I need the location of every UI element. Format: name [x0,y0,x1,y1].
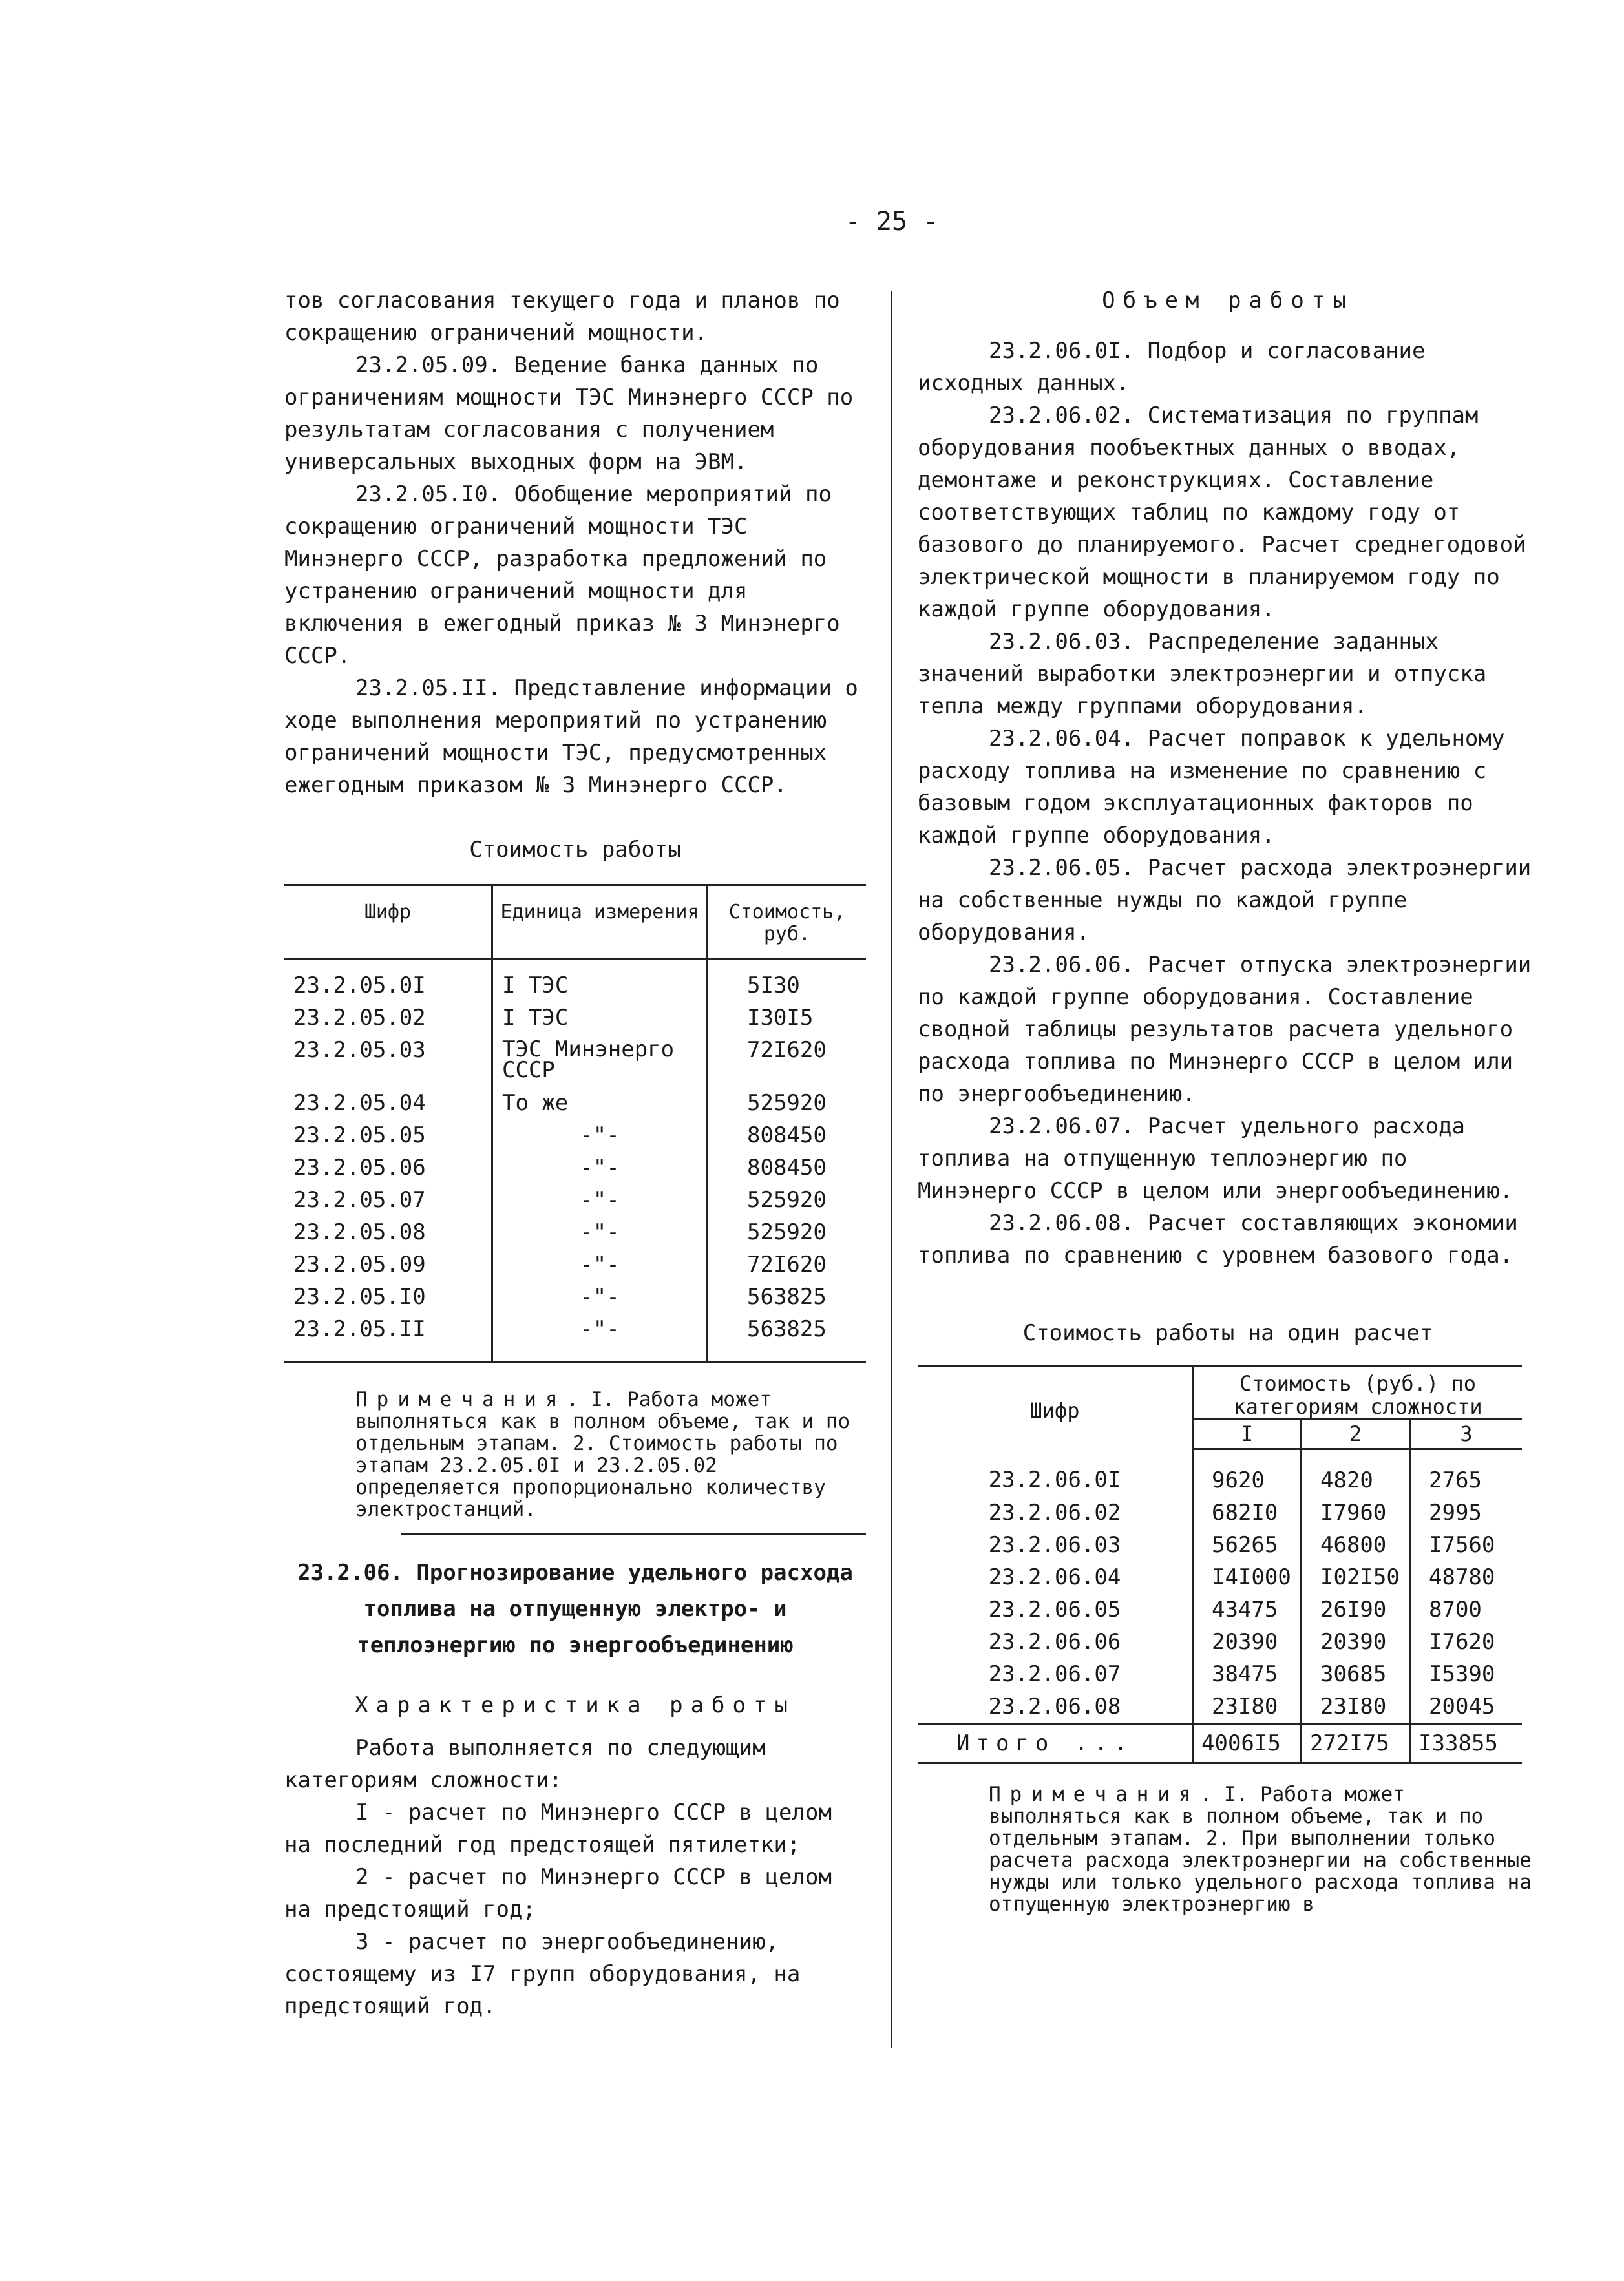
paragraph: 3 - расчет по энергообъединению, состоящему из I7 групп оборудования, на предстоящий год. [284,1929,801,2019]
row-code: 23.2.06.0I [988,1467,1121,1493]
column-header: Стоимость (руб.) по категориям сложности [1193,1366,1523,1420]
row-value: 30685 [1302,1658,1410,1690]
column-header: Шифр [284,885,492,960]
table-body [284,960,866,1362]
row-code: 23.2.05.03 [293,1037,426,1063]
note-lead: Примечания [355,1388,567,1411]
total-row [918,1724,1522,1763]
row-code: 23.2.05.09 [293,1252,426,1277]
table-row [284,1151,866,1184]
row-value: I7960 [1302,1497,1410,1529]
row-unit: -"- [492,1184,708,1216]
row-value: 20390 [1193,1626,1302,1658]
column-divider [891,291,892,2048]
row-value: 38475 [1193,1658,1302,1690]
row-cost: 808450 [708,1119,867,1151]
row-cost: 525920 [708,1087,867,1119]
paragraph: 23.2.06.05. Расчет расхода электроэнергии на собственные нужды по каждой группе оборудования. [918,855,1532,945]
row-value: I7620 [1410,1626,1523,1658]
row-code: 23.2.05.08 [293,1219,426,1245]
row-value: 48780 [1410,1561,1523,1593]
row-value: 56265 [1193,1529,1302,1561]
paragraph: 23.2.05.II. Представление информации о ходе выполнения мероприятий по устранению ограничений мощности ТЭС, предусмотренных ежегодным приказом № 3 Минэнерго СССР. [284,675,858,798]
row-unit: I ТЭС [492,1002,708,1034]
row-cost: 525920 [708,1216,867,1248]
table-row [918,1593,1522,1626]
paragraph: 23.2.06.07. Расчет удельного расхода топлива на отпущенную теплоэнергию по Минэнерго СССР в целом или энергообъединению. [918,1113,1513,1204]
table-row [284,960,866,1002]
row-value: 23I80 [1302,1690,1410,1724]
total-value: I33855 [1410,1724,1523,1763]
note-text: . I. Работа может выполняться как в полном объеме, так и по отдельным этапам. 2. При выполнении только расчета расхода электроэнергии на собственные нужды или только удельного расхода топлива на отпущенную электроэнергию в [989,1783,1532,1916]
row-unit: То же [492,1087,708,1119]
paragraph: Работа выполняется по следующим категориям сложности: [284,1735,766,1793]
table-row [284,1034,866,1087]
cost-per-calculation-table [918,1365,1522,1764]
table-row [284,1184,866,1216]
row-unit: ТЭС Минэнерго СССР [492,1034,708,1087]
row-code: 23.2.05.II [284,1313,492,1362]
table-row [284,1313,866,1362]
row-cost: I30I5 [708,1002,867,1034]
table-row [918,1497,1522,1529]
note-text: . I. Работа может выполняться как в полном объеме, так и по отдельным этапам. 2. Стоимость работы по этапам 23.2.05.0I и 23.2.05.02 определяется пропорционально количеству электростанций. [355,1388,850,1521]
table-row [284,1216,866,1248]
row-value: 46800 [1302,1529,1410,1561]
row-code: 23.2.05.0I [293,972,426,998]
paragraph: тов согласования текущего года и планов по сокращению ограничений мощности. [284,288,840,346]
row-code: 23.2.06.02 [988,1500,1121,1526]
row-value: 43475 [1193,1593,1302,1626]
table-row [918,1449,1522,1497]
table-row [284,1248,866,1281]
table-row [918,1561,1522,1593]
table-row [284,1002,866,1034]
page-number: - 25 - [845,207,939,237]
paragraph: 23.2.06.04. Расчет поправок к удельному расходу топлива на изменение по сравнению с базовым годом эксплуатационных факторов по каждой группе оборудования. [918,726,1505,848]
table-title: Стоимость работы [469,837,681,863]
row-cost: 72I620 [708,1034,867,1087]
paragraph: 23.2.06.08. Расчет составляющих экономии топлива по сравнению с уровнем базового года. [918,1210,1518,1268]
row-code: 23.2.05.06 [293,1155,426,1181]
row-code: 23.2.06.05 [988,1597,1121,1623]
row-value: 23I80 [1193,1690,1302,1724]
category-number: 2 [1302,1419,1410,1449]
section-heading: 23.2.06. Прогнозирование удельного расхода топлива на отпущенную электро- и теплоэнергию по энергообъединению [297,1560,853,1658]
cost-table [284,884,866,1363]
total-value: 4006I5 [1193,1724,1302,1763]
row-unit: -"- [492,1313,708,1362]
row-code: 23.2.06.03 [988,1532,1121,1558]
table-row [918,1626,1522,1658]
column-header: Стоимость, руб. [708,885,867,960]
paragraph: I - расчет по Минэнерго СССР в целом на последний год предстоящей пятилетки; [284,1800,832,1858]
paragraph: 23.2.06.0I. Подбор и согласование исходных данных. [918,338,1426,396]
row-code: 23.2.05.04 [293,1090,426,1116]
left-column [284,284,866,2023]
row-unit: -"- [492,1248,708,1281]
scope-title: Объем работы [1102,288,1354,313]
table-row [918,1658,1522,1690]
column-header: Единица измерения [492,885,708,960]
category-number: 3 [1410,1419,1523,1449]
row-cost: 563825 [708,1313,867,1362]
total-label: Итого ... [918,1724,1193,1763]
characteristics-title: Характеристика работы [355,1692,796,1718]
paragraph: 23.2.06.03. Распределение заданных значений выработки электроэнергии и отпуска тепла между группами оборудования. [918,629,1487,719]
table-title: Стоимость работы на один расчет [1022,1320,1433,1346]
category-number: I [1193,1419,1302,1449]
row-unit: -"- [492,1281,708,1313]
row-value: 8700 [1410,1593,1523,1626]
paragraph: 23.2.06.02. Систематизация по группам оборудования пообъектных данных о вводах, демонтаже и реконструкциях. Составление соответствующих таблиц по каждому году от базового до планируемого. Расчет среднегодовой электрической мощности в планируемом году по каждой группе оборудования. [918,403,1526,622]
row-value: I02I50 [1302,1561,1410,1593]
row-value: 26I90 [1302,1593,1410,1626]
paragraph: 2 - расчет по Минэнерго СССР в целом на предстоящий год; [284,1864,832,1922]
row-cost: 563825 [708,1281,867,1313]
row-value: I7560 [1410,1529,1523,1561]
row-cost: 72I620 [708,1248,867,1281]
table-row [284,1087,866,1119]
row-value: 682I0 [1193,1497,1302,1529]
row-value: I5390 [1410,1658,1523,1690]
paragraph: 23.2.05.09. Ведение банка данных по ограничениям мощности ТЭС Минэнерго СССР по результатам согласования с получением универсальных выходных форм на ЭВМ. [284,352,854,475]
row-value: I4I000 [1193,1561,1302,1593]
row-cost: 5I30 [708,960,867,1002]
row-value: 20390 [1302,1626,1410,1658]
row-value: 2765 [1410,1449,1523,1497]
row-code: 23.2.05.05 [293,1122,426,1148]
row-unit: I ТЭС [492,960,708,1002]
table-row [918,1529,1522,1561]
row-value: 2995 [1410,1497,1523,1529]
paragraph: 23.2.06.06. Расчет отпуска электроэнергии по каждой группе оборудования. Составление сводной таблицы результатов расчета удельного расхода топлива по Минэнерго СССР в целом или по энергообъединению. [918,952,1532,1107]
note [284,1389,866,1520]
table-row [284,1281,866,1313]
row-value: 9620 [1193,1449,1302,1497]
row-unit: -"- [492,1151,708,1184]
paragraph: 23.2.05.I0. Обобщение мероприятий по сокращению ограничений мощности ТЭС Минэнерго СССР, разработка предложений по устранению ограничений мощности для включения в ежегодный приказ № 3 Минэнерго СССР. [284,481,840,669]
row-code: 23.2.06.04 [988,1564,1121,1590]
note-lead: Примечания [989,1783,1200,1806]
row-cost: 525920 [708,1184,867,1216]
row-code: 23.2.06.07 [988,1661,1121,1687]
row-code: 23.2.06.06 [988,1629,1121,1655]
note [918,1783,1538,1915]
row-code: 23.2.05.02 [293,1005,426,1031]
table-row [284,1119,866,1151]
column-header: Шифр [918,1366,1193,1449]
table-body [918,1449,1522,1763]
total-value: 272I75 [1302,1724,1410,1763]
row-code: 23.2.06.08 [988,1694,1121,1719]
row-unit: -"- [492,1119,708,1151]
row-code: 23.2.05.I0 [293,1284,426,1310]
row-code: 23.2.05.07 [293,1187,426,1213]
row-unit: -"- [492,1216,708,1248]
row-value: 4820 [1302,1449,1410,1497]
table-row [918,1690,1522,1724]
row-cost: 808450 [708,1151,867,1184]
row-value: 20045 [1410,1690,1523,1724]
right-column [918,284,1538,1915]
